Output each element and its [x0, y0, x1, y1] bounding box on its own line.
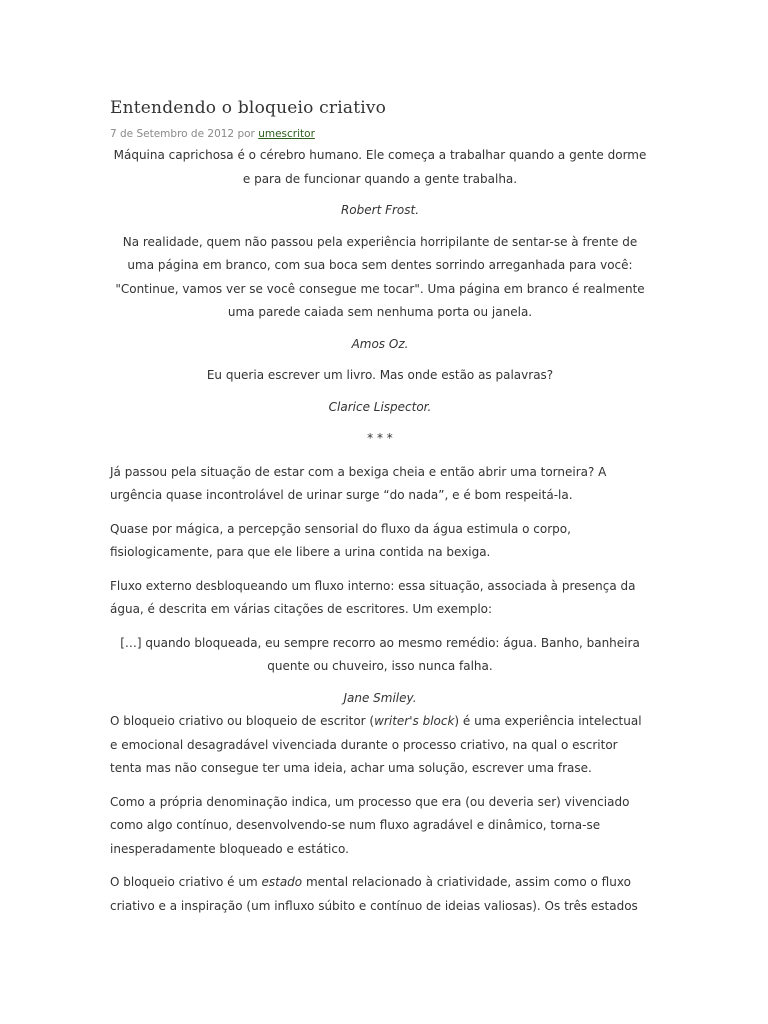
- section-separator: * * *: [367, 431, 393, 445]
- paragraph-5: [110, 710, 650, 781]
- quote-frost-author: Robert Frost.: [340, 203, 420, 217]
- post-by: por: [237, 128, 255, 140]
- paragraph-3: Fluxo externo desbloqueando um fluxo interno: essa situação, associada à presença da água, é descrita em várias citações de escritores. Um exemplo:: [110, 578, 636, 616]
- blog-post: [110, 96, 650, 918]
- quote-oz-author: Amos Oz.: [351, 336, 409, 351]
- quote-lispector: Eu queria escrever um livro. Mas onde estão as palavras?: [206, 368, 554, 382]
- paragraph-6: Como a própria denominação indica, um processo que era (ou deveria ser) vivenciado como algo contínuo, desenvolvendo-se num fluxo agradável e dinâmico, torna-se inesperadamente bloqueado e estático.: [110, 794, 630, 856]
- post-content: [110, 144, 650, 918]
- paragraph-7-term: estado: [261, 875, 303, 889]
- quote-smiley: […] quando bloqueada, eu sempre recorro ao mesmo remédio: água. Banho, banheira quente ou chuveiro, isso nunca falha.: [120, 635, 640, 673]
- paragraph-1: Já passou pela situação de estar com a bexiga cheia e então abrir uma torneira? A urgência quase incontrolável de urinar surge “do nada”, e é bom respeitá-la.: [110, 464, 607, 502]
- quote-frost: Máquina caprichosa é o cérebro humano. Ele começa a trabalhar quando a gente dorme e para de funcionar quando a gente trabalha.: [113, 148, 647, 186]
- paragraph-7-start: O bloqueio criativo é um: [110, 875, 262, 889]
- author-link[interactable]: umescritor: [258, 128, 315, 140]
- paragraph-2: Quase por mágica, a percepção sensorial do fluxo da água estimula o corpo, fisiologicamente, para que ele libere a urina contida na bexiga.: [110, 521, 571, 559]
- quote-oz: Na realidade, quem não passou pela experiência horripilante de sentar-se à frente de uma página em branco, com sua boca sem dentes sorrindo arreganhada para você: "Continue, vamos ver se você consegue me tocar". Uma página em branco é realmente uma parede caiada sem nenhuma porta ou janela.: [115, 234, 645, 319]
- paragraph-5-term: writer's block: [374, 714, 455, 728]
- paragraph-5-end: ) é uma experiência intelectual e emocional desagradável vivenciada durante o processo criativo, na qual o escritor tenta mas não consegue ter uma ideia, achar uma solução, escrever uma frase.: [110, 714, 642, 775]
- paragraph-7-end: mental relacionado à criatividade, assim como o fluxo criativo e a inspiração (um influxo súbito e contínuo de ideias valiosas). Os três estados: [110, 875, 638, 913]
- quote-smiley-author: Jane Smiley.: [343, 690, 417, 705]
- post-meta: [110, 127, 650, 141]
- post-date: 7 de Setembro de 2012: [110, 128, 235, 140]
- post-title: Entendendo o bloqueio criativo: [110, 98, 387, 118]
- paragraph-5-start: O bloqueio criativo ou bloqueio de escritor (: [110, 714, 375, 728]
- paragraph-7: [110, 871, 650, 918]
- quote-lispector-author: Clarice Lispector.: [328, 399, 432, 414]
